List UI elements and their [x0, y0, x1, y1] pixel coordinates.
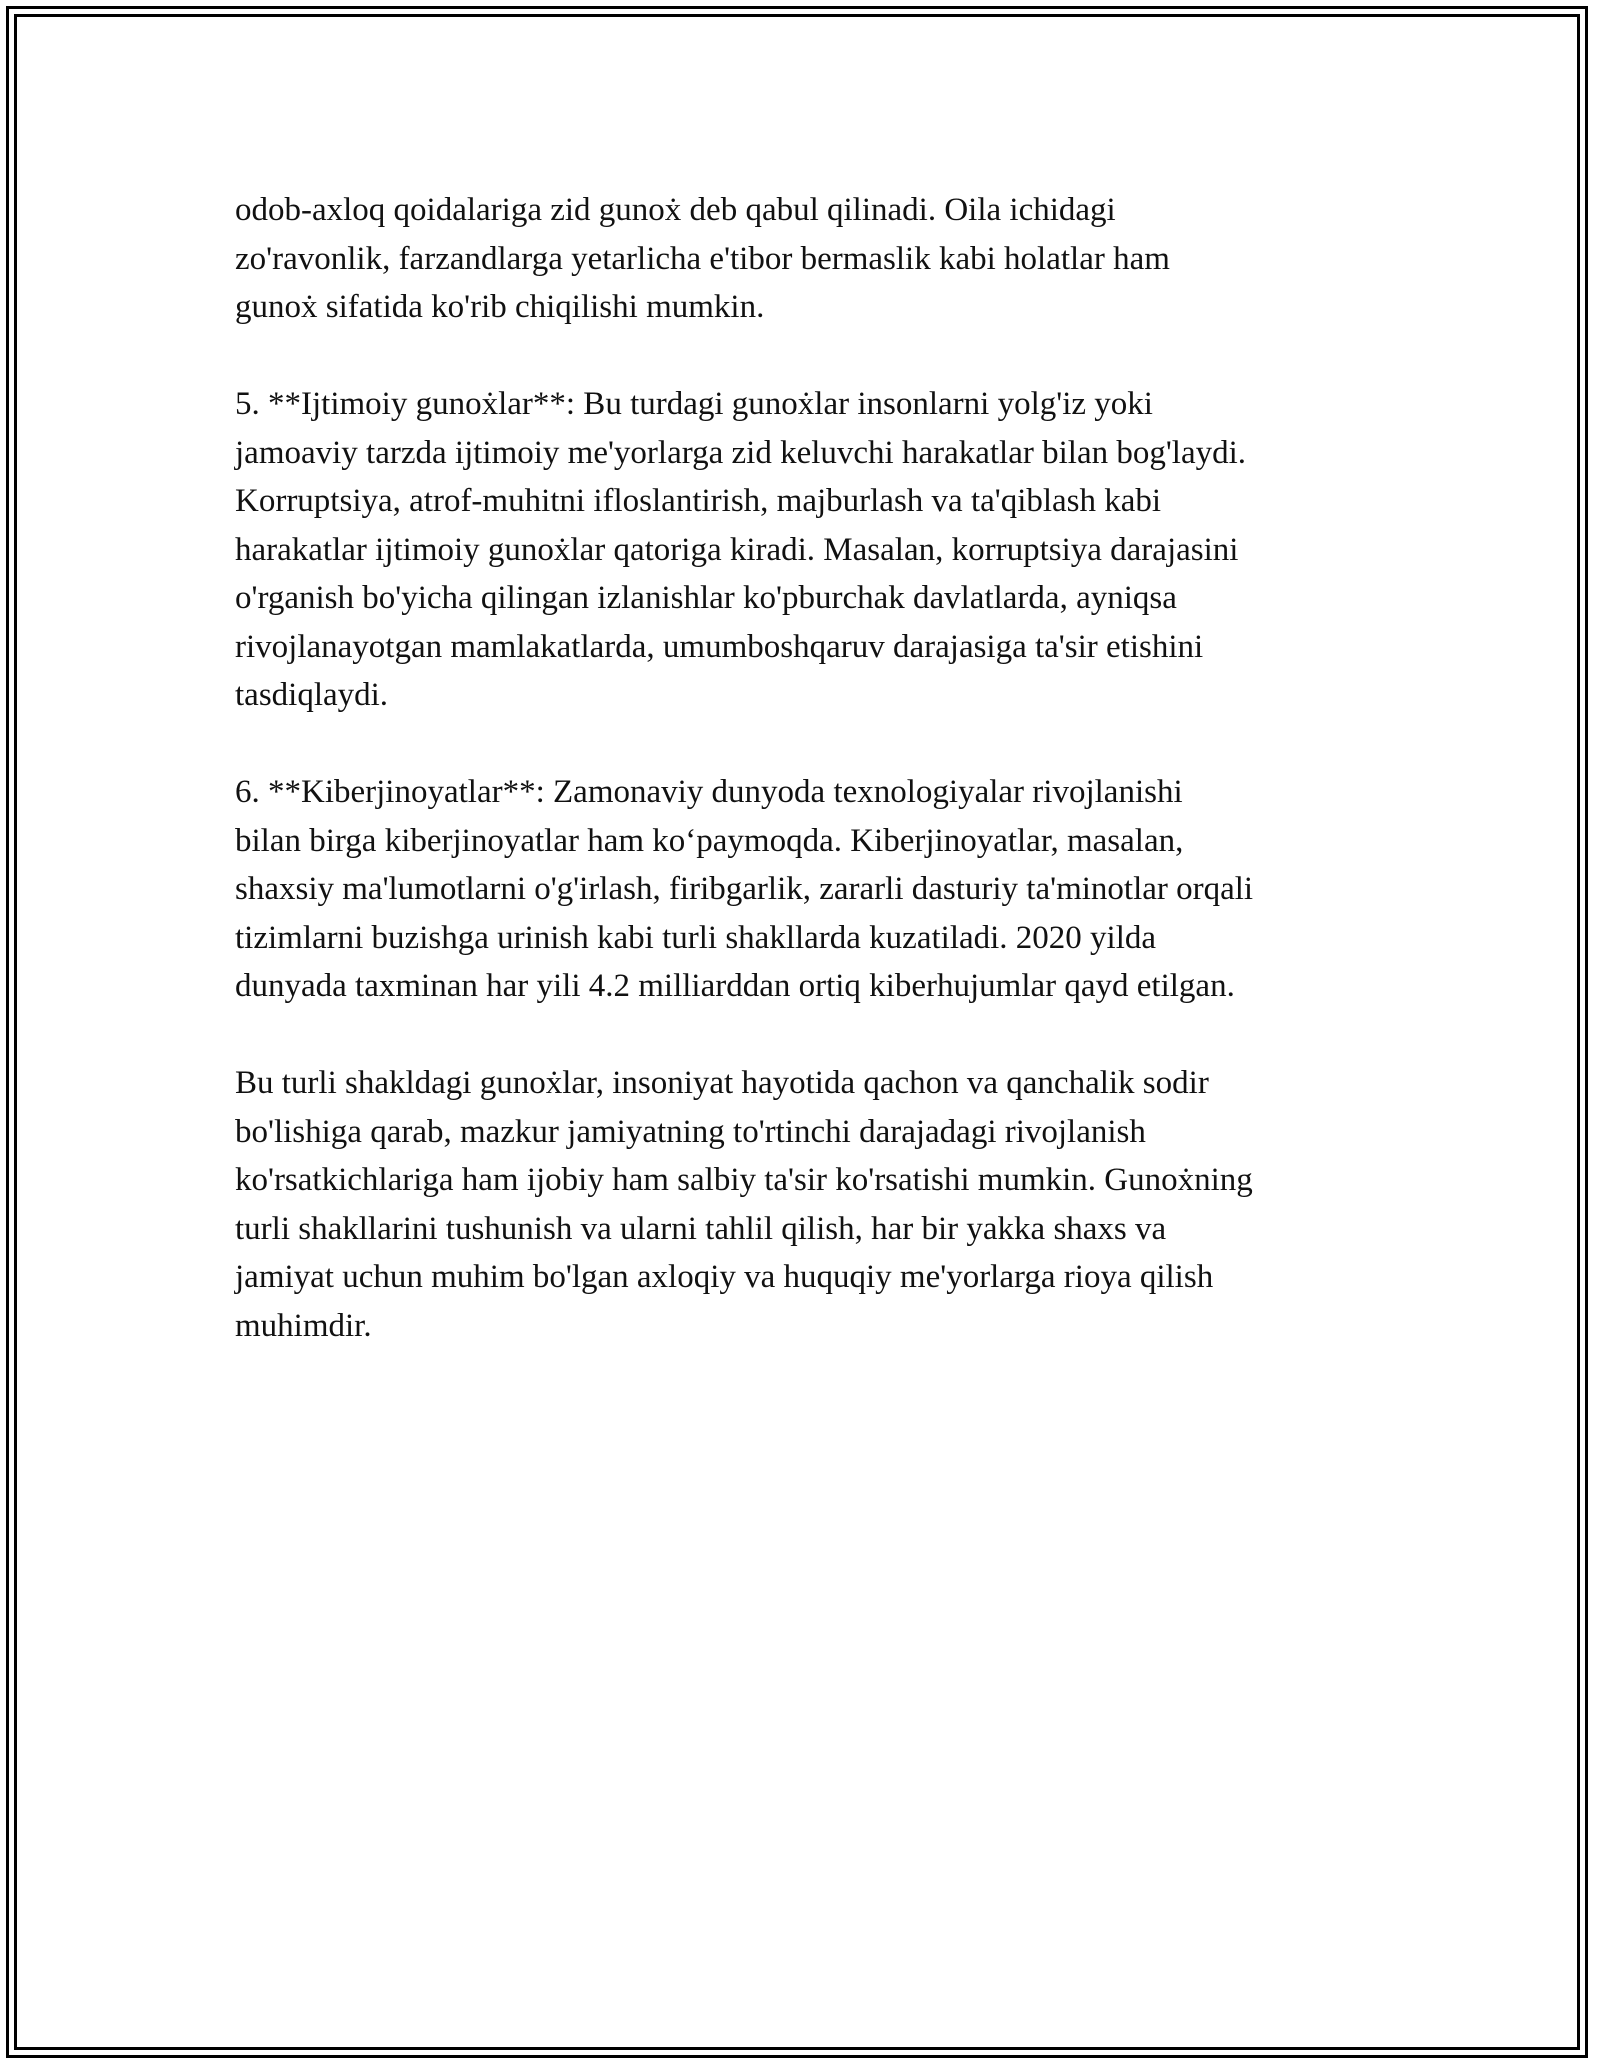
- paragraph-continuation: odob-axloq qoidalariga zid gunoẋ deb qabul qilinadi. Oila ichidagi zo'ravonlik, farzandlarga yetarlicha e'tibor bermaslik kabi holatlar ham gunoẋ sifatida ko'rib chiqilishi mumkin.: [235, 192, 1170, 325]
- paragraph-conclusion: Bu turli shakldagi gunoẋlar, insoniyat hayotida qachon va qanchalik sodir bo'lishiga qarab, mazkur jamiyatning to'rtinchi darajadagi rivojlanish ko'rsatkichlariga ham ijobiy ham salbiy ta'sir ko'rsatishi mumkin. Gunoẋning turli shakllarini tushunish va ularni tahlil qilish, har bir yakka shaxs va jamiyat uchun muhim bo'lgan axloqiy va huquqiy me'yorlarga rioya qilish muhimdir.: [235, 1065, 1253, 1344]
- paragraph-cybercrimes: 6. **Kiberjinoyatlar**: Zamonaviy dunyoda texnologiyalar rivojlanishi bilan birga kiberjinoyatlar ham koʻpaymoqda. Kiberjinoyatlar, masalan, shaxsiy ma'lumotlarni o'g'irlash, firibgarlik, zararli dasturiy ta'minotlar orqali tizimlarni buzishga urinish kabi turli shakllarda kuzatiladi. 2020 yilda dunyada taxminan har yili 4.2 milliarddan ortiq kiberhujumlar qayd etilgan.: [235, 774, 1254, 1004]
- document-body: [235, 186, 1395, 1399]
- paragraph-social-sins: 5. **Ijtimoiy gunoẋlar**: Bu turdagi gunoẋlar insonlarni yolg'iz yoki jamoaviy tarzda ijtimoiy me'yorlarga zid keluvchi harakatlar bilan bog'laydi. Korruptsiya, atrof-muhitni ifloslantirish, majburlash va ta'qiblash kabi harakatlar ijtimoiy gunoẋlar qatoriga kiradi. Masalan, korruptsiya darajasini o'rganish bo'yicha qilingan izlanishlar ko'pburchak davlatlarda, ayniqsa rivojlanayotgan mamlakatlarda, umumboshqaruv darajasiga ta'sir etishini tasdiqlaydi.: [235, 386, 1247, 713]
